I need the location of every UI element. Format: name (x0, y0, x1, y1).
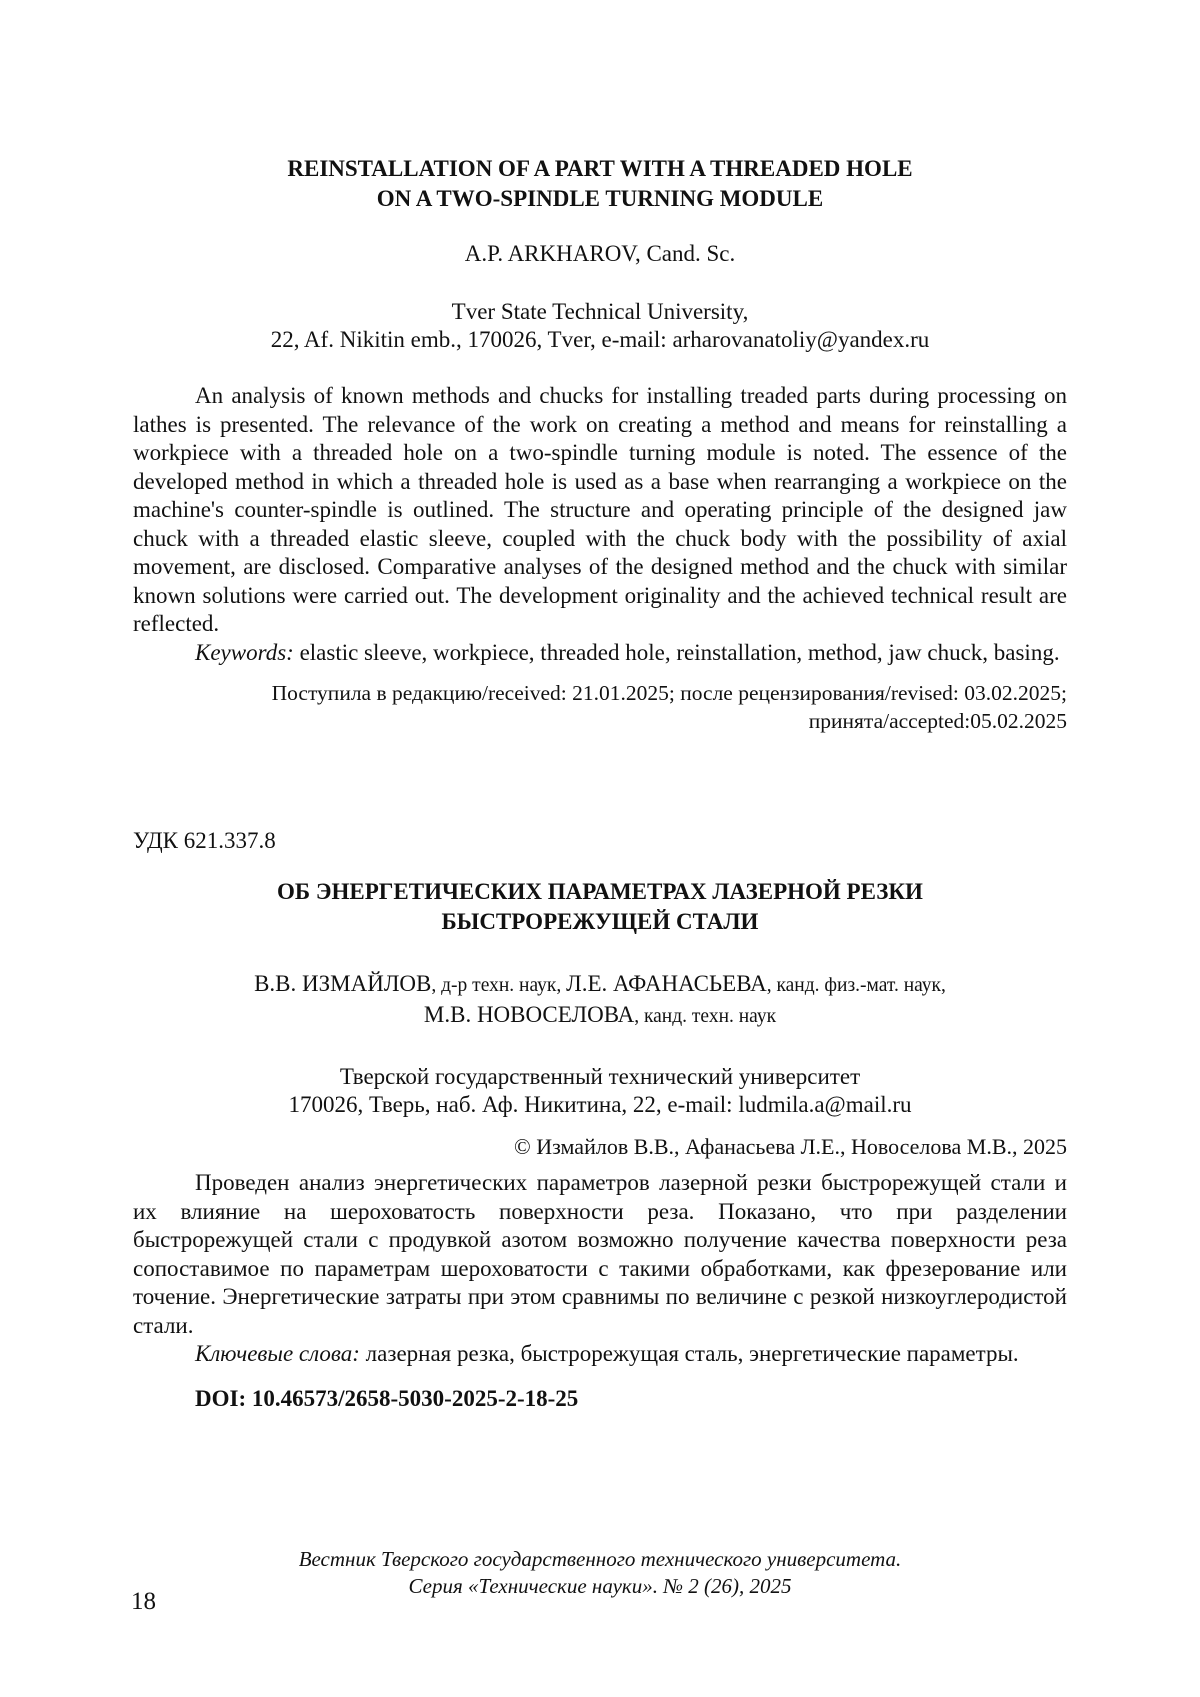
article-title-ru-line2: БЫСТРОРЕЖУЩЕЙ СТАЛИ (441, 909, 759, 934)
author-name: В.В. ИЗМАЙЛОВ (254, 971, 432, 996)
author-name: Л.Е. АФАНАСЬЕВА (566, 971, 767, 996)
affiliation-ru-line1: Тверской государственный технический университет (339, 1064, 861, 1089)
affiliation-en (133, 298, 1067, 354)
abstract-ru: Проведен анализ энергетических параметров лазерной резки быстрорежущей стали и их влияние на шероховатость поверхности реза. Показано, что при разделении быстрорежущей стали с продувкой азотом возможно получение качества поверхности реза сопоставимое по параметрам шероховатости с такими обработками, как фрезерование или точение. Энергетические затраты при этом сравнимы по величине с резкой низкоуглеродистой стали. (133, 1170, 1067, 1338)
journal-footer (133, 1546, 1067, 1600)
doi-line: DOI: 10.46573/2658-5030-2025-2-18-25 (195, 1385, 579, 1411)
author-degree: , канд. физ.-мат. наук, (766, 975, 946, 996)
keywords-ru-text: лазерная резка, быстрорежущая сталь, энергетические параметры. (359, 1341, 1019, 1366)
keywords-en (133, 639, 1067, 668)
article-title-en (133, 154, 1067, 214)
affiliation-en-line1: Tver State Technical University, (451, 299, 749, 324)
author-degree: , канд. техн. наук (634, 1006, 777, 1027)
abstract-en: An analysis of known methods and chucks for installing treaded parts during processing on lathes is presented. The relevance of the work on creating a method and means for reinstalling a workpiece with a threaded hole on a two-spindle turning module is noted. The essence of the developed method in which a threaded hole is used as a base when rearranging a workpiece on the machine's counter-spindle is outlined. The structure and operating principle of the designed jaw chuck with a threaded elastic sleeve, coupled with the chuck body with the possibility of axial movement, are disclosed. Comparative analyses of the designed method and the chuck with similar known solutions were carried out. The development originality and the achieved technical result are reflected. (133, 383, 1067, 636)
keywords-en-label: Keywords: (195, 639, 294, 665)
author-line-en: A.P. ARKHAROV, Cand. Sc. (464, 241, 736, 266)
keywords-ru (133, 1340, 1067, 1369)
submission-dates (133, 679, 1067, 735)
journal-footer-line2: Серия «Технические науки». № 2 (26), 2025 (408, 1574, 792, 1598)
affiliation-ru-line2: 170026, Тверь, наб. Аф. Никитина, 22, e-mail: ludmila.a@mail.ru (288, 1092, 912, 1117)
journal-footer-line1: Вестник Тверского государственного технического университета. (298, 1547, 902, 1571)
keywords-ru-label: Ключевые слова: (195, 1341, 360, 1366)
article-title-ru (133, 877, 1067, 937)
article-title-en-line1: REINSTALLATION OF A PART WITH A THREADED HOLE (287, 156, 913, 181)
page-number: 18 (131, 1588, 156, 1615)
affiliation-en-line2: 22, Af. Nikitin emb., 170026, Tver, e-mail: arharovanatoliy@yandex.ru (270, 327, 930, 352)
article-title-en-line2: ON A TWO-SPINDLE TURNING MODULE (376, 186, 824, 211)
copyright-line: © Измайлов В.В., Афанасьева Л.Е., Новоселова М.В., 2025 (514, 1134, 1067, 1159)
authors-ru (133, 969, 1067, 1031)
udc-number: УДК 621.337.8 (133, 828, 276, 853)
affiliation-ru (133, 1063, 1067, 1119)
author-name: М.В. НОВОСЕЛОВА (423, 1002, 635, 1027)
keywords-en-text: elastic sleeve, workpiece, threaded hole, reinstallation, method, jaw chuck, basing. (293, 639, 1060, 665)
submission-dates-line1: Поступила в редакцию/received: 21.01.2025; после рецензирования/revised: 03.02.2025; (271, 681, 1067, 705)
article-title-ru-line1: ОБ ЭНЕРГЕТИЧЕСКИХ ПАРАМЕТРАХ ЛАЗЕРНОЙ РЕЗКИ (277, 879, 923, 904)
author-degree: , д-р техн. наук, (431, 975, 567, 996)
submission-dates-line2: принята/accepted:05.02.2025 (808, 709, 1067, 733)
